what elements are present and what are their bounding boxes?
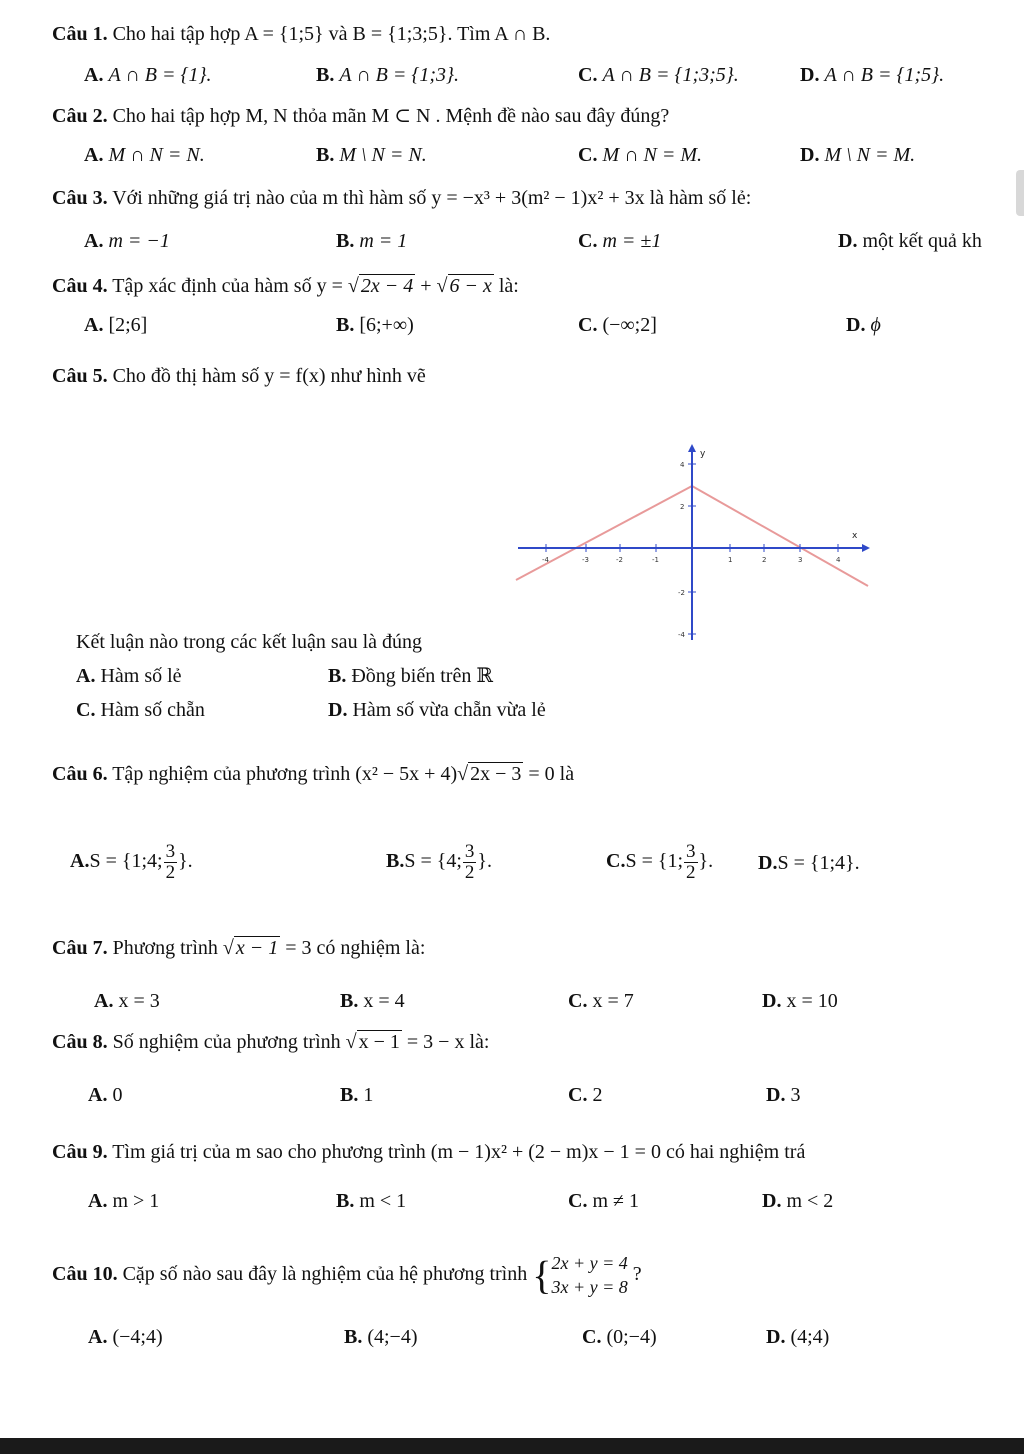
option-label: D.: [762, 990, 782, 1012]
fraction-numerator: 3: [464, 841, 475, 862]
option-label: D.: [328, 699, 348, 721]
question-1-options: [0, 64, 1024, 92]
option-label: A.: [70, 850, 90, 873]
option-label: A.: [88, 1190, 108, 1212]
q4-option-b[interactable]: [336, 314, 414, 337]
question-10-label: Câu 10.: [52, 1263, 118, 1285]
question-4: Câu 4. Tập xác định của hàm số y = √ 2x − 4 + √ 6 − x là:: [52, 275, 519, 297]
option-text: (4;4): [790, 1326, 830, 1348]
graph-line-right: [692, 486, 868, 586]
question-5-text: Cho đồ thị hàm số y = f(x) như hình vẽ: [112, 365, 426, 387]
q9-option-b[interactable]: [336, 1190, 406, 1213]
question-10-options: [0, 1326, 1024, 1354]
question-6-options: [0, 838, 1024, 888]
q7-option-a[interactable]: [94, 990, 160, 1013]
option-text-pre: S = {1;4;: [89, 850, 163, 873]
q9-option-a[interactable]: [88, 1190, 159, 1213]
q1-option-b[interactable]: [316, 64, 459, 87]
option-text: m < 2: [786, 1190, 834, 1212]
option-text: m > 1: [112, 1190, 160, 1212]
question-4-text-after: là:: [493, 275, 519, 297]
option-text: 3: [790, 1084, 801, 1106]
option-label: B.: [340, 1084, 359, 1106]
x-tick-label: -4: [542, 556, 549, 564]
option-label: A.: [76, 665, 96, 687]
y-tick-label: 2: [680, 503, 685, 511]
question-3-options: [0, 230, 1024, 258]
x-axis-arrow: [862, 544, 870, 552]
option-label: B.: [340, 990, 359, 1012]
y-tick-label: -4: [678, 631, 685, 639]
option-text-pre: S = {4;: [404, 850, 462, 873]
question-9-label: Câu 9.: [52, 1141, 108, 1163]
option-text: m = ±1: [602, 230, 662, 252]
x-tick-label: -3: [582, 556, 589, 564]
q8-option-a[interactable]: [88, 1084, 122, 1107]
option-label: D.: [762, 1190, 782, 1212]
question-8-label: Câu 8.: [52, 1031, 108, 1053]
option-text: [2;6]: [108, 314, 148, 336]
x-tick-label: 3: [798, 556, 803, 564]
option-label: B.: [386, 850, 405, 873]
option-label: C.: [568, 1084, 588, 1106]
question-4-label: Câu 4.: [52, 275, 108, 297]
fraction-denominator: 2: [165, 862, 176, 883]
equation-2: 3x + y = 8: [551, 1277, 628, 1298]
option-label: A.: [88, 1084, 108, 1106]
question-4-text-before: Tập xác định của hàm số y =: [112, 275, 348, 297]
option-label: A.: [94, 990, 114, 1012]
q3-option-a[interactable]: [84, 230, 170, 253]
option-text-post: }.: [698, 850, 714, 873]
q3-option-d[interactable]: [838, 230, 982, 253]
question-10-tail: ?: [632, 1263, 642, 1285]
q4-option-a[interactable]: [84, 314, 147, 337]
question-9: [52, 1140, 805, 1164]
x-axis-label: x: [852, 531, 858, 541]
option-text: m = −1: [108, 230, 170, 252]
q2-option-b[interactable]: [316, 144, 427, 167]
question-8-text-before: Số nghiệm của phương trình: [112, 1031, 346, 1053]
option-text: Hàm số lẻ: [100, 665, 182, 687]
option-text: x = 4: [363, 990, 405, 1012]
option-text: M ∩ N = N.: [108, 144, 205, 166]
question-8-radicand: x − 1: [358, 1031, 400, 1053]
equation-1: 2x + y = 4: [551, 1253, 628, 1274]
y-axis-label: y: [700, 449, 706, 459]
q7-option-b[interactable]: [340, 990, 405, 1013]
x-tick-label: 1: [728, 556, 733, 564]
option-label: C.: [578, 144, 598, 166]
question-9-text: Tìm giá trị của m sao cho phương trình (m − 1)x² + (2 − m)x − 1 = 0 có hai nghiệm trá: [112, 1141, 806, 1163]
q1-option-a[interactable]: [84, 64, 211, 87]
question-7-label: Câu 7.: [52, 937, 108, 959]
option-text: Hàm số chẵn: [100, 699, 205, 721]
question-1-label: Câu 1.: [52, 23, 108, 45]
option-text: x = 7: [592, 990, 634, 1012]
question-3-text: Với những giá trị nào của m thì hàm số y = −x³ + 3(m² − 1)x² + 3x là hàm số lẻ:: [112, 187, 752, 209]
option-text: (−∞;2]: [602, 314, 657, 336]
x-tick-label: -1: [652, 556, 659, 564]
question-7-text-after: = 3 có nghiệm là:: [280, 937, 426, 959]
sqrt-sign: √: [347, 275, 359, 297]
question-7: [52, 936, 425, 960]
option-label: C.: [582, 1326, 602, 1348]
option-label: D.: [766, 1326, 786, 1348]
q10-option-c[interactable]: [582, 1326, 657, 1349]
option-text: A ∩ B = {1;3}.: [339, 64, 460, 86]
question-2-options: [0, 144, 1024, 172]
q3-option-b[interactable]: [336, 230, 407, 253]
question-8-text-after: = 3 − x là:: [401, 1031, 490, 1053]
question-9-options: [0, 1190, 1024, 1218]
question-10-text: Cặp số nào sau đây là nghiệm của hệ phương trình: [122, 1263, 528, 1285]
option-label: A.: [88, 1326, 108, 1348]
fraction: [164, 842, 178, 883]
option-label: C.: [606, 850, 626, 873]
option-text: M ∩ N = M.: [602, 144, 703, 166]
question-10: [52, 1246, 642, 1302]
question-6-label: Câu 6.: [52, 763, 108, 785]
q1-option-c[interactable]: [578, 64, 739, 87]
fraction-numerator: 3: [686, 841, 696, 862]
x-tick-label: 4: [836, 556, 841, 564]
question-8-options: [0, 1084, 1024, 1112]
option-text-pre: S = {1;: [625, 850, 684, 873]
question-8: [52, 1030, 489, 1054]
question-7-options: [0, 990, 1024, 1018]
question-1: [52, 22, 550, 46]
q4-option-d[interactable]: [846, 314, 881, 337]
option-text: ϕ: [870, 314, 881, 336]
question-4-radicand-2: 6 − x: [449, 275, 492, 297]
question-1-text: Cho hai tập hợp A = {1;5} và B = {1;3;5}. Tìm A ∩ B.: [112, 23, 551, 45]
option-label: A.: [84, 230, 104, 252]
question-7-radicand: x − 1: [235, 937, 279, 959]
sqrt-sign: √: [345, 1031, 357, 1053]
q10-option-b[interactable]: [344, 1326, 418, 1349]
option-label: C.: [76, 699, 96, 721]
fraction-denominator: 2: [686, 862, 696, 883]
q2-option-c[interactable]: [578, 144, 702, 167]
sqrt-sign: √: [222, 937, 234, 959]
option-text: A ∩ B = {1;5}.: [824, 64, 945, 86]
option-label: D.: [800, 144, 820, 166]
fraction: [684, 842, 698, 883]
q6-option-a[interactable]: [70, 842, 193, 883]
option-label: C.: [568, 990, 588, 1012]
q6-option-b[interactable]: [386, 842, 492, 883]
option-label: A.: [84, 144, 104, 166]
option-label: B.: [316, 64, 335, 86]
option-text: 2: [592, 1084, 603, 1106]
sqrt-sign: √: [457, 763, 469, 785]
fraction: [463, 842, 477, 883]
q8-option-c[interactable]: [568, 1084, 602, 1107]
question-5-prompt: Kết luận nào trong các kết luận sau là đúng: [76, 631, 422, 653]
q9-option-d[interactable]: [762, 1190, 833, 1213]
option-text: M \ N = N.: [339, 144, 427, 166]
question-2: [52, 104, 669, 128]
option-text: một kết quả kh: [862, 230, 982, 252]
question-5-label: Câu 5.: [52, 365, 108, 387]
y-axis-arrow: [688, 444, 696, 452]
graph-line-left: [516, 486, 692, 580]
question-5: [52, 364, 426, 388]
q2-option-d[interactable]: [800, 144, 915, 167]
option-label: D.: [846, 314, 866, 336]
y-tick-label: 4: [680, 461, 685, 469]
question-4-radicand-1: 2x − 4: [360, 275, 414, 297]
option-label: B.: [328, 665, 347, 687]
fraction-numerator: 3: [165, 841, 176, 862]
option-text: Đồng biến trên ℝ: [351, 665, 493, 687]
q7-option-d[interactable]: [762, 990, 838, 1013]
option-text: M \ N = M.: [824, 144, 916, 166]
q6-option-d[interactable]: [758, 852, 860, 875]
option-label: C.: [578, 314, 598, 336]
option-label: A.: [84, 314, 104, 336]
q6-option-c[interactable]: [606, 842, 713, 883]
option-text: m < 1: [359, 1190, 407, 1212]
option-label: C.: [578, 230, 598, 252]
option-text: x = 3: [118, 990, 160, 1012]
option-text: Hàm số vừa chẵn vừa lẻ: [352, 699, 546, 721]
q10-option-d[interactable]: [766, 1326, 829, 1349]
option-text: (0;−4): [606, 1326, 657, 1348]
option-text: A ∩ B = {1;3;5}.: [602, 64, 739, 86]
option-text-post: }.: [477, 850, 493, 873]
system-brace: {: [532, 1252, 552, 1298]
option-label: C.: [578, 64, 598, 86]
q5-option-b[interactable]: [328, 664, 493, 688]
option-text: (−4;4): [112, 1326, 163, 1348]
question-6-text-after: = 0 là: [523, 763, 575, 785]
q5-option-a[interactable]: [76, 664, 182, 688]
option-text: A ∩ B = {1}.: [108, 64, 212, 86]
q8-option-d[interactable]: [766, 1084, 800, 1107]
option-label: B.: [336, 1190, 355, 1212]
scroll-handle[interactable]: [1016, 170, 1024, 216]
sqrt-sign: √: [436, 275, 448, 297]
q9-option-c[interactable]: [568, 1190, 639, 1213]
q1-option-d[interactable]: [800, 64, 944, 87]
fraction-denominator: 2: [464, 862, 475, 883]
y-tick-label: -2: [678, 589, 685, 597]
option-label: C.: [568, 1190, 588, 1212]
option-label: D.: [758, 852, 778, 874]
question-3-label: Câu 3.: [52, 187, 108, 209]
option-label: B.: [344, 1326, 363, 1348]
q5-option-d[interactable]: [328, 698, 546, 722]
equation-system: [551, 1251, 627, 1299]
q4-option-c[interactable]: [578, 314, 657, 337]
question-6: [52, 762, 574, 786]
q3-option-c[interactable]: [578, 230, 661, 253]
option-text: x = 10: [786, 990, 838, 1012]
option-label: D.: [766, 1084, 786, 1106]
option-label: D.: [800, 64, 820, 86]
option-label: A.: [84, 64, 104, 86]
question-6-radicand: 2x − 3: [470, 763, 522, 785]
option-text: [6;+∞): [359, 314, 414, 336]
option-text-post: }.: [178, 850, 193, 873]
option-text: (4;−4): [367, 1326, 418, 1348]
bottom-bar: [0, 1438, 1024, 1454]
q2-option-a[interactable]: [84, 144, 205, 167]
function-graph: [512, 440, 872, 650]
question-7-text-before: Phương trình: [112, 937, 223, 959]
question-2-label: Câu 2.: [52, 105, 108, 127]
question-6-text-before: Tập nghiệm của phương trình (x² − 5x + 4): [112, 763, 458, 785]
option-text: 0: [112, 1084, 123, 1106]
option-label: B.: [336, 230, 355, 252]
q10-option-a[interactable]: [88, 1326, 163, 1349]
q5-option-c[interactable]: [76, 698, 205, 722]
x-tick-label: -2: [616, 556, 623, 564]
option-text: m ≠ 1: [592, 1190, 639, 1212]
x-tick-label: 2: [762, 556, 767, 564]
question-2-text: Cho hai tập hợp M, N thỏa mãn M ⊂ N . Mệnh đề nào sau đây đúng?: [112, 105, 670, 127]
q8-option-b[interactable]: [340, 1084, 373, 1107]
option-text: m = 1: [359, 230, 408, 252]
option-text: 1: [363, 1084, 374, 1106]
option-label: D.: [838, 230, 858, 252]
option-label: B.: [336, 314, 355, 336]
option-label: B.: [316, 144, 335, 166]
q7-option-c[interactable]: [568, 990, 634, 1013]
question-4-options: [0, 314, 1024, 342]
option-text: S = {1;4}.: [777, 852, 860, 874]
question-3: [52, 186, 751, 210]
